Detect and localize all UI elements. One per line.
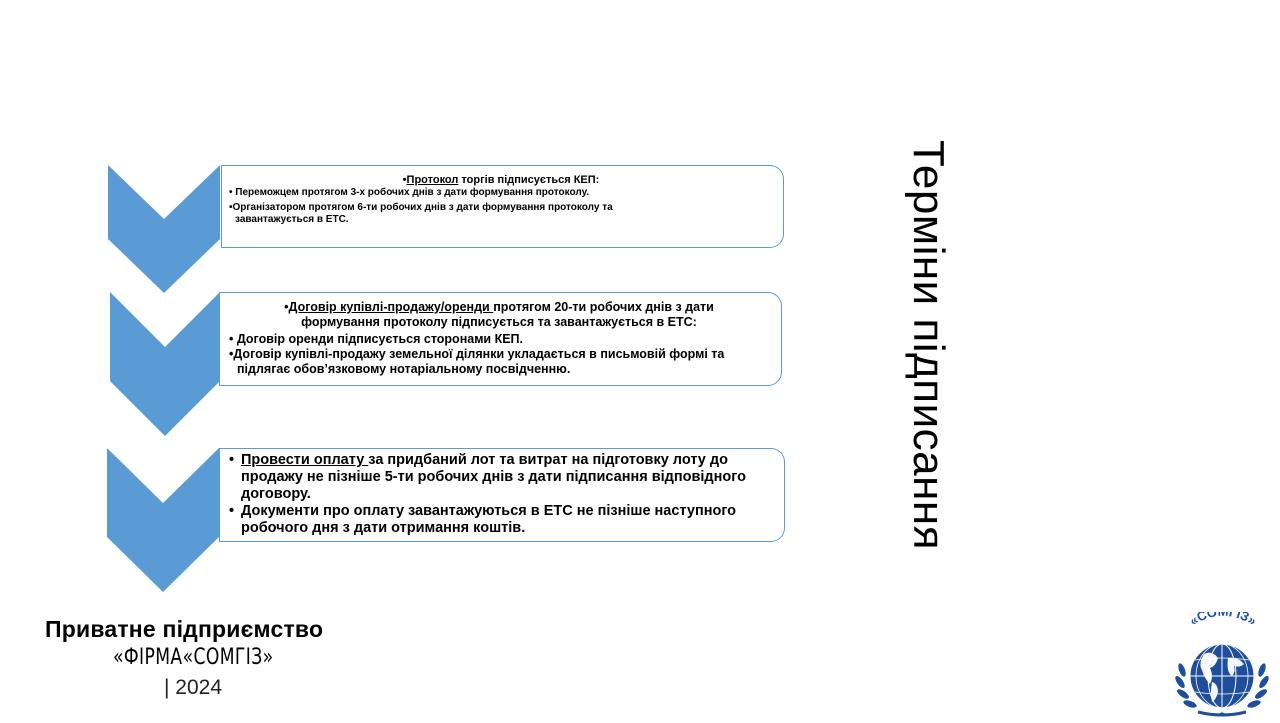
- step-1-item: •Організатором протягом 6-ти робочих днів з дати формування протоколу та завантажується в ЕТС.: [229, 202, 613, 225]
- logo-text: «СО ГІЗ»: [1186, 612, 1260, 629]
- firm-name: «ФІРМА«СОМГІЗ»: [113, 645, 274, 670]
- slide-title: Терміни підписання: [904, 140, 953, 551]
- svg-text:★: ★: [1218, 710, 1226, 718]
- step-3-item: • Документи про оплату завантажуються в ЕТС не пізніше наступного робочого дня з дати отримання коштів.: [229, 503, 737, 536]
- step-2-chevron: [110, 292, 220, 436]
- step-1-heading: •Протокол торгів підписується КЕП:: [402, 174, 600, 186]
- company-name: Приватне підприємство: [45, 616, 324, 642]
- step-1-chevron: [108, 165, 220, 293]
- step-2-item: •Договір купівлі-продажу земельної ділянки укладається в письмовій формі та підлягає обов’язковому нотаріальному посвідченню.: [229, 347, 725, 376]
- globe-laurel-icon: [1168, 612, 1276, 723]
- step-2-item: • Договір оренди підписується сторонами КЕП.: [229, 332, 524, 346]
- step-2-heading: •Договір купівлі-продажу/оренди протягом 20-ти робочих днів з дати формування протоколу підписується та завантажується в ЕТС:: [284, 300, 714, 329]
- step-3-box: [219, 448, 785, 542]
- step-2-box: [219, 292, 782, 386]
- step-1-box: [221, 165, 784, 248]
- step-3-chevron: [107, 448, 219, 592]
- svg-text:«СОМГІЗ»: [1186, 612, 1259, 629]
- step-3-item: • Провести оплату за придбаний лот та витрат на підготовку лоту до продажу не пізніше 5-ти робочих днів з дати підписання відповідного договору.: [229, 452, 746, 502]
- year-label: | 2024: [164, 676, 223, 699]
- step-1-item: • Переможцем протягом 3-х робочих днів з дати формування протоколу.: [229, 187, 590, 198]
